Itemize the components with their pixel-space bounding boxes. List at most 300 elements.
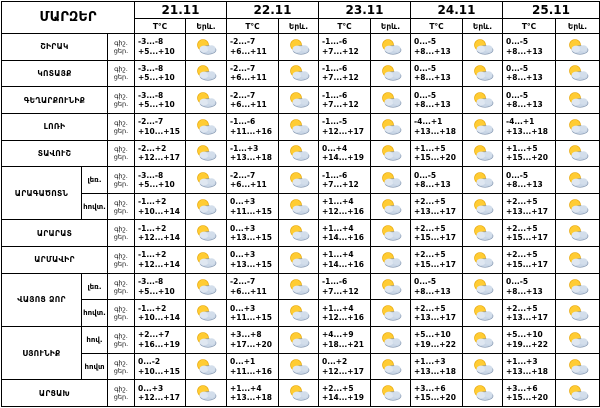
night-temp: 0...+2: [322, 357, 348, 366]
partly-cloudy-icon: [186, 118, 226, 136]
partly-cloudy-icon: [186, 171, 226, 189]
night-label: գիշ.: [114, 118, 128, 127]
regions-header: ՄԱՐԶԵՐ: [2, 2, 135, 34]
day-label: ցեր.: [113, 259, 129, 268]
night-temp: -3...-8: [138, 63, 164, 73]
partly-cloudy-icon: [371, 198, 410, 216]
day-temp: +7...+12: [322, 286, 359, 296]
weather-icon-cell: [556, 140, 600, 167]
weather-icon-cell: [186, 273, 227, 300]
night-label: գիշ.: [114, 65, 128, 74]
night-temp: 0...+4: [322, 143, 348, 153]
temperature-cell: [135, 380, 186, 407]
weather-icon-cell: [371, 140, 411, 167]
phenomenon-column-header: Երև.: [556, 19, 600, 34]
weather-icon-cell: [279, 353, 319, 380]
night-label: գիշ.: [114, 145, 128, 154]
partly-cloudy-icon: [279, 331, 318, 349]
weather-icon-cell: [371, 193, 411, 220]
weather-icon-cell: [463, 300, 503, 327]
temperature-cell: [503, 380, 556, 407]
day-temp: +12...+16: [322, 313, 364, 323]
temperature-cell: [319, 113, 371, 140]
partly-cloudy-icon: [279, 91, 318, 109]
partly-cloudy-icon: [371, 331, 410, 349]
region-name: ԿՈՏԱՅՔ: [2, 60, 108, 87]
temperature-cell: [503, 113, 556, 140]
weather-icon-cell: [279, 193, 319, 220]
region-name: ԳԵՂԱՐՔՈՒՆԻՔ: [2, 87, 108, 114]
partly-cloudy-icon: [463, 118, 502, 136]
night-temp: +3...+6: [506, 383, 538, 393]
day-label: ցեր.: [113, 366, 129, 375]
region-name: ԱՐԱՐԱՏ: [2, 220, 108, 247]
partly-cloudy-icon: [556, 331, 599, 349]
day-temp: +5...+10: [138, 180, 175, 190]
temperature-cell: [135, 193, 186, 220]
weather-icon-cell: [463, 247, 503, 274]
partly-cloudy-icon: [279, 304, 318, 322]
day-temp: +12...+14: [138, 233, 180, 243]
day-temp: +15...+20: [506, 393, 548, 403]
region-name: ԼՈՌԻ: [2, 113, 108, 140]
night-temp: +2...+5: [414, 223, 446, 233]
partly-cloudy-icon: [463, 64, 502, 82]
subregion-label: հով.: [82, 327, 108, 354]
temperature-cell: [411, 220, 463, 247]
partly-cloudy-icon: [463, 278, 502, 296]
night-temp: +2...+5: [414, 197, 446, 207]
day-temp: +6...+11: [230, 286, 267, 296]
partly-cloudy-icon: [371, 38, 410, 56]
day-night-labels: [108, 167, 135, 194]
night-temp: 0...+3: [230, 303, 256, 313]
region-name: ՏԱՎՈՒՇ: [2, 140, 108, 167]
partly-cloudy-icon: [556, 64, 599, 82]
day-temp: +8...+13: [414, 46, 451, 56]
weather-icon-cell: [279, 380, 319, 407]
partly-cloudy-icon: [186, 38, 226, 56]
weather-icon-cell: [463, 34, 503, 61]
phenomenon-column-header: Երև.: [279, 19, 319, 34]
partly-cloudy-icon: [186, 331, 226, 349]
day-night-labels: [108, 140, 135, 167]
weather-icon-cell: [279, 113, 319, 140]
night-temp: -2...-7: [230, 37, 256, 47]
day-temp: +13...+18: [506, 366, 548, 376]
night-temp: +3...+8: [230, 330, 262, 340]
night-temp: -1...-6: [322, 277, 348, 287]
day-temp: +13...+18: [230, 153, 272, 163]
day-temp: +10...+14: [138, 206, 180, 216]
day-temp: +6...+11: [230, 73, 267, 83]
date-header-row: [2, 2, 600, 19]
temperature-cell: [319, 300, 371, 327]
temperature-cell: [319, 273, 371, 300]
region-name: ՇԻՐԱԿ: [2, 34, 108, 61]
table-row: [2, 34, 600, 61]
day-temp: +8...+13: [414, 73, 451, 83]
temperature-cell: [135, 353, 186, 380]
day-label: ցեր.: [113, 286, 129, 295]
subregion-label: հովտ.: [82, 300, 108, 327]
day-night-labels: [108, 60, 135, 87]
day-night-labels: [108, 220, 135, 247]
weather-icon-cell: [279, 34, 319, 61]
temperature-cell: [227, 300, 279, 327]
weather-icon-cell: [279, 60, 319, 87]
temperature-cell: [319, 353, 371, 380]
partly-cloudy-icon: [556, 278, 599, 296]
night-temp: 0...+3: [230, 197, 256, 207]
partly-cloudy-icon: [556, 198, 599, 216]
night-temp: +2...+5: [506, 250, 538, 260]
partly-cloudy-icon: [463, 224, 502, 242]
temperature-cell: [411, 247, 463, 274]
partly-cloudy-icon: [279, 251, 318, 269]
weather-icon-cell: [463, 87, 503, 114]
weather-icon-cell: [463, 273, 503, 300]
weather-icon-cell: [463, 113, 503, 140]
temperature-cell: [227, 113, 279, 140]
day-night-labels: [108, 300, 135, 327]
day-temp: +15...+17: [506, 233, 548, 243]
weather-icon-cell: [556, 273, 600, 300]
table-row: [2, 220, 600, 247]
day-temp: +5...+10: [138, 286, 175, 296]
weather-icon-cell: [371, 300, 411, 327]
partly-cloudy-icon: [463, 198, 502, 216]
temperature-cell: [411, 273, 463, 300]
night-temp: +5...+10: [414, 330, 451, 340]
temperature-cell: [135, 327, 186, 354]
table-row: [2, 273, 600, 300]
temperature-cell: [503, 327, 556, 354]
region-name: ԱՐՑԱԽ: [2, 380, 108, 407]
day-temp: +13...+17: [414, 313, 456, 323]
night-temp: -2...+2: [138, 143, 167, 153]
partly-cloudy-icon: [556, 251, 599, 269]
night-label: գիշ.: [114, 305, 128, 314]
partly-cloudy-icon: [279, 38, 318, 56]
partly-cloudy-icon: [279, 224, 318, 242]
day-night-labels: [108, 247, 135, 274]
temperature-cell: [135, 87, 186, 114]
temperature-cell: [319, 247, 371, 274]
day-temp: +18...+21: [322, 339, 364, 349]
weather-icon-cell: [371, 327, 411, 354]
weather-icon-cell: [371, 167, 411, 194]
subregion-label: լեռ.: [82, 273, 108, 300]
night-temp: +2...+5: [414, 250, 446, 260]
day-temp: +19...+22: [506, 339, 548, 349]
day-temp: +11...+15: [230, 313, 272, 323]
weather-icon-cell: [279, 273, 319, 300]
forecast-body: [2, 34, 600, 407]
region-name: ԱՐԱԳԱԾՈՏՆ: [2, 167, 82, 220]
temperature-cell: [319, 87, 371, 114]
night-temp: 0...-5: [506, 277, 529, 287]
partly-cloudy-icon: [371, 91, 410, 109]
night-temp: -1...-6: [322, 37, 348, 47]
day-temp: +12...+14: [138, 259, 180, 269]
day-night-labels: [108, 327, 135, 354]
temperature-cell: [227, 353, 279, 380]
night-temp: +1...+5: [414, 143, 446, 153]
weather-icon-cell: [186, 167, 227, 194]
weather-icon-cell: [371, 220, 411, 247]
weather-icon-cell: [186, 247, 227, 274]
partly-cloudy-icon: [556, 144, 599, 162]
partly-cloudy-icon: [371, 304, 410, 322]
partly-cloudy-icon: [463, 331, 502, 349]
temperature-cell: [411, 327, 463, 354]
partly-cloudy-icon: [463, 358, 502, 376]
table-row: [2, 113, 600, 140]
partly-cloudy-icon: [371, 144, 410, 162]
day-temp: +5...+10: [138, 100, 175, 110]
night-label: գիշ.: [114, 92, 128, 101]
partly-cloudy-icon: [279, 278, 318, 296]
day-temp: +14...+16: [322, 259, 364, 269]
night-temp: 0...-5: [414, 37, 437, 47]
region-name: ՍՅՈՒՆԻՔ: [2, 327, 82, 380]
night-temp: +1...+3: [414, 357, 446, 366]
weather-icon-cell: [279, 87, 319, 114]
night-temp: -1...-6: [322, 63, 348, 73]
partly-cloudy-icon: [463, 171, 502, 189]
partly-cloudy-icon: [371, 171, 410, 189]
night-temp: +2...+5: [506, 223, 538, 233]
day-temp: +19...+22: [414, 339, 456, 349]
night-temp: +1...+4: [322, 197, 354, 207]
weather-icon-cell: [371, 34, 411, 61]
partly-cloudy-icon: [186, 358, 226, 376]
day-temp: +15...+17: [414, 233, 456, 243]
weather-icon-cell: [463, 327, 503, 354]
temperature-cell: [411, 140, 463, 167]
temperature-cell: [503, 247, 556, 274]
night-temp: -2...-7: [230, 63, 256, 73]
date-header: 21.11: [135, 2, 227, 19]
day-temp: +5...+10: [138, 73, 175, 83]
temperature-cell: [411, 380, 463, 407]
night-temp: -1...+2: [138, 223, 167, 233]
temperature-cell: [227, 87, 279, 114]
weather-icon-cell: [186, 87, 227, 114]
partly-cloudy-icon: [186, 251, 226, 269]
day-temp: +15...+17: [506, 259, 548, 269]
temperature-cell: [503, 273, 556, 300]
weather-icon-cell: [186, 220, 227, 247]
temperature-cell: [135, 60, 186, 87]
day-temp: +14...+19: [322, 393, 364, 403]
subregion-label: հովտ.: [82, 193, 108, 220]
night-temp: 0...-5: [414, 277, 437, 287]
phenomenon-column-header: Երև.: [186, 19, 227, 34]
partly-cloudy-icon: [186, 198, 226, 216]
temperature-cell: [319, 140, 371, 167]
partly-cloudy-icon: [279, 118, 318, 136]
temperature-cell: [227, 327, 279, 354]
partly-cloudy-icon: [463, 144, 502, 162]
night-temp: +2...+5: [506, 303, 538, 313]
subregion-label: հովտ: [82, 353, 108, 380]
night-temp: +4...+9: [322, 330, 354, 340]
day-temp: +6...+11: [230, 180, 267, 190]
day-label: ցեր.: [113, 126, 129, 135]
temperature-cell: [319, 193, 371, 220]
temperature-cell: [227, 193, 279, 220]
temperature-cell: [411, 113, 463, 140]
day-label: ցեր.: [113, 233, 129, 242]
date-header: 24.11: [411, 2, 503, 19]
day-temp: +7...+12: [322, 100, 359, 110]
weather-icon-cell: [186, 327, 227, 354]
temp-column-header: T°C: [319, 19, 371, 34]
subregion-label: լեռ.: [82, 167, 108, 194]
temperature-cell: [227, 167, 279, 194]
night-label: գիշ.: [114, 198, 128, 207]
table-row: [2, 140, 600, 167]
weather-icon-cell: [556, 327, 600, 354]
table-row: [2, 327, 600, 354]
night-temp: -1...-5: [322, 117, 348, 127]
temperature-cell: [411, 300, 463, 327]
partly-cloudy-icon: [186, 224, 226, 242]
day-temp: +12...+16: [322, 206, 364, 216]
partly-cloudy-icon: [371, 224, 410, 242]
temperature-cell: [411, 167, 463, 194]
weather-icon-cell: [463, 167, 503, 194]
partly-cloudy-icon: [556, 358, 599, 376]
day-temp: +8...+13: [506, 100, 543, 110]
temperature-cell: [227, 380, 279, 407]
day-temp: +13...+17: [506, 313, 548, 323]
weather-icon-cell: [186, 113, 227, 140]
weather-icon-cell: [279, 247, 319, 274]
weather-icon-cell: [371, 87, 411, 114]
night-label: գիշ.: [114, 278, 128, 287]
forecast-table-wrapper: [1, 1, 599, 407]
partly-cloudy-icon: [556, 38, 599, 56]
temperature-cell: [135, 220, 186, 247]
night-temp: -1...+3: [230, 143, 259, 153]
temperature-cell: [227, 247, 279, 274]
partly-cloudy-icon: [186, 144, 226, 162]
day-temp: +14...+19: [322, 153, 364, 163]
region-name: ՎԱՅՈՑ ՁՈՐ: [2, 273, 82, 326]
temperature-cell: [135, 34, 186, 61]
weather-icon-cell: [463, 220, 503, 247]
day-temp: +8...+13: [414, 286, 451, 296]
partly-cloudy-icon: [463, 251, 502, 269]
day-temp: +7...+12: [322, 46, 359, 56]
night-temp: +3...+6: [414, 383, 446, 393]
day-temp: +15...+20: [506, 153, 548, 163]
day-temp: +8...+13: [506, 46, 543, 56]
weather-icon-cell: [186, 380, 227, 407]
weather-icon-cell: [463, 60, 503, 87]
date-header: 25.11: [503, 2, 600, 19]
day-temp: +13...+15: [230, 259, 272, 269]
day-temp: +13...+15: [230, 233, 272, 243]
temperature-cell: [319, 60, 371, 87]
temperature-cell: [503, 87, 556, 114]
temperature-cell: [411, 193, 463, 220]
weather-icon-cell: [371, 113, 411, 140]
partly-cloudy-icon: [279, 171, 318, 189]
weather-icon-cell: [463, 353, 503, 380]
temperature-cell: [411, 34, 463, 61]
partly-cloudy-icon: [556, 224, 599, 242]
weather-icon-cell: [371, 247, 411, 274]
partly-cloudy-icon: [186, 304, 226, 322]
day-temp: +8...+13: [414, 180, 451, 190]
partly-cloudy-icon: [279, 144, 318, 162]
weather-icon-cell: [279, 167, 319, 194]
night-temp: +1...+4: [230, 383, 262, 393]
weather-icon-cell: [186, 300, 227, 327]
temperature-cell: [135, 113, 186, 140]
night-temp: 0...+1: [230, 357, 256, 366]
partly-cloudy-icon: [463, 91, 502, 109]
day-night-labels: [108, 34, 135, 61]
night-temp: -3...-8: [138, 90, 164, 100]
weather-icon-cell: [186, 193, 227, 220]
weather-icon-cell: [371, 353, 411, 380]
night-temp: +1...+3: [506, 357, 538, 366]
temp-column-header: T°C: [135, 19, 186, 34]
weather-icon-cell: [556, 60, 600, 87]
weather-icon-cell: [186, 34, 227, 61]
night-temp: +1...+4: [322, 223, 354, 233]
temperature-cell: [227, 220, 279, 247]
partly-cloudy-icon: [279, 198, 318, 216]
table-row: [2, 193, 600, 220]
table-row: [2, 247, 600, 274]
partly-cloudy-icon: [556, 384, 599, 402]
night-temp: +1...+4: [322, 303, 354, 313]
weather-icon-cell: [556, 300, 600, 327]
temperature-cell: [503, 193, 556, 220]
temperature-cell: [227, 140, 279, 167]
weather-icon-cell: [463, 380, 503, 407]
night-temp: -4...+1: [414, 117, 443, 127]
day-temp: +14...+16: [322, 233, 364, 243]
day-label: ցեր.: [113, 206, 129, 215]
night-temp: -2...-7: [230, 90, 256, 100]
weather-icon-cell: [556, 220, 600, 247]
table-row: [2, 300, 600, 327]
night-label: գիշ.: [114, 251, 128, 260]
weather-icon-cell: [556, 247, 600, 274]
weather-icon-cell: [279, 300, 319, 327]
night-temp: 0...-5: [414, 63, 437, 73]
weather-icon-cell: [463, 193, 503, 220]
night-temp: -2...-7: [138, 117, 164, 127]
day-night-labels: [108, 87, 135, 114]
night-temp: +1...+5: [506, 143, 538, 153]
day-temp: +15...+17: [414, 259, 456, 269]
day-label: ցեր.: [113, 339, 129, 348]
partly-cloudy-icon: [279, 358, 318, 376]
temperature-cell: [503, 140, 556, 167]
day-night-labels: [108, 353, 135, 380]
weather-icon-cell: [556, 113, 600, 140]
weather-icon-cell: [556, 167, 600, 194]
day-temp: +16...+19: [138, 339, 180, 349]
